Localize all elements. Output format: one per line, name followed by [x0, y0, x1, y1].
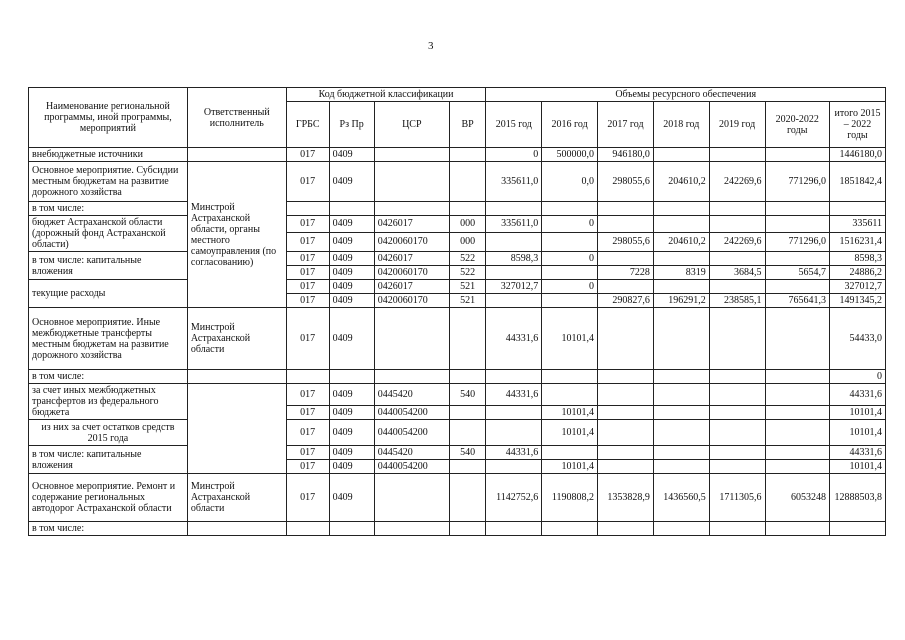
row-total: 10101,4: [829, 420, 885, 446]
row-2018: [653, 308, 709, 370]
row-total: 8598,3: [829, 252, 885, 266]
table-row: [29, 370, 886, 384]
table-row: [29, 162, 886, 202]
row-vr: 000: [449, 216, 486, 233]
row-2020-2022: 765641,3: [765, 294, 829, 308]
header-2019: 2019 год: [709, 102, 765, 148]
row-2015: 0: [486, 148, 542, 162]
table-row: [29, 202, 886, 216]
row-2018: [653, 216, 709, 233]
row-vr: [449, 420, 486, 446]
row-name: в том числе: капитальные вложения: [29, 446, 188, 474]
row-vr: [449, 162, 486, 202]
row-2019: [709, 216, 765, 233]
row-2020-2022: 771296,0: [765, 232, 829, 251]
row-name: Основное мероприятие. Ремонт и содержание региональных автодорог Астраханской области: [29, 474, 188, 522]
row-2019: [709, 280, 765, 294]
header-budget-code: Код бюджетной классификации: [286, 88, 486, 102]
header-2020-2022: 2020-2022 годы: [765, 102, 829, 148]
row-2017: [598, 252, 654, 266]
table-row: [29, 384, 886, 406]
row-vr: 521: [449, 294, 486, 308]
header-2016: 2016 год: [542, 102, 598, 148]
row-2018: [653, 280, 709, 294]
row-rzpr: 0409: [329, 266, 374, 280]
row-responsible: [187, 148, 286, 162]
row-csr: 0426017: [374, 216, 449, 233]
header-rzpr: Рз Пр: [329, 102, 374, 148]
row-grbs: 017: [286, 266, 329, 280]
row-name: в том числе: капитальные вложения: [29, 252, 188, 280]
row-grbs: 017: [286, 294, 329, 308]
responsible-block-3: Минстрой Астраханской области: [187, 474, 286, 522]
row-2015: [486, 294, 542, 308]
row-rzpr: 0409: [329, 406, 374, 420]
row-grbs: 017: [286, 216, 329, 233]
table-row: [29, 216, 886, 233]
row-2016: 0: [542, 280, 598, 294]
table-row: [29, 308, 886, 370]
row-csr: 0420060170: [374, 294, 449, 308]
row-grbs: 017: [286, 406, 329, 420]
row-csr: [374, 308, 449, 370]
table-row: [29, 474, 886, 522]
row-2018: 1436560,5: [653, 474, 709, 522]
row-2019: [709, 148, 765, 162]
row-2020-2022: 5654,7: [765, 266, 829, 280]
row-rzpr: 0409: [329, 162, 374, 202]
row-grbs: 017: [286, 446, 329, 460]
row-name: из них за счет остатков средств 2015 года: [29, 420, 188, 446]
header-grbs: ГРБС: [286, 102, 329, 148]
row-vr: 000: [449, 232, 486, 251]
row-2015: 8598,3: [486, 252, 542, 266]
row-csr: 0420060170: [374, 266, 449, 280]
resource-table: [28, 87, 886, 536]
responsible-block-2: Минстрой Астраханской области: [187, 308, 286, 370]
row-2015: [486, 406, 542, 420]
row-2015: [486, 232, 542, 251]
row-vr: 540: [449, 384, 486, 406]
row-2015: 327012,7: [486, 280, 542, 294]
table-row: [29, 522, 886, 536]
row-name: в том числе:: [29, 370, 188, 384]
row-2019: 1711305,6: [709, 474, 765, 522]
row-2019: 242269,6: [709, 162, 765, 202]
row-total: 12888503,8: [829, 474, 885, 522]
row-2019: 3684,5: [709, 266, 765, 280]
row-2017: 298055,6: [598, 232, 654, 251]
row-2016: 10101,4: [542, 308, 598, 370]
table-row: [29, 252, 886, 266]
row-grbs: 017: [286, 420, 329, 446]
row-2020-2022: [765, 280, 829, 294]
row-2020-2022: [765, 308, 829, 370]
row-total: 44331,6: [829, 384, 885, 406]
row-name: в том числе:: [29, 522, 188, 536]
row-2015: 335611,0: [486, 216, 542, 233]
row-grbs: 017: [286, 148, 329, 162]
row-vr: 521: [449, 280, 486, 294]
row-2018: 8319: [653, 266, 709, 280]
row-grbs: 017: [286, 384, 329, 406]
row-2016: 0: [542, 252, 598, 266]
row-2020-2022: 771296,0: [765, 162, 829, 202]
row-2015: [486, 420, 542, 446]
row-name: бюджет Астраханской области (дорожный фонд Астраханской области): [29, 216, 188, 252]
row-name: Основное мероприятие. Субсидии местным бюджетам на развитие дорожного хозяйства: [29, 162, 188, 202]
header-responsible: Ответственный исполнитель: [187, 88, 286, 148]
row-rzpr: 0409: [329, 232, 374, 251]
row-2018: 204610,2: [653, 162, 709, 202]
row-rzpr: 0409: [329, 446, 374, 460]
row-2015: 44331,6: [486, 446, 542, 460]
row-2017: [598, 280, 654, 294]
row-csr: [374, 148, 449, 162]
row-2017: 946180,0: [598, 148, 654, 162]
row-2020-2022: [765, 252, 829, 266]
row-name: внебюджетные источники: [29, 148, 188, 162]
row-2016: [542, 446, 598, 460]
row-grbs: 017: [286, 162, 329, 202]
row-name: текущие расходы: [29, 280, 188, 308]
row-2015: 44331,6: [486, 308, 542, 370]
row-name: в том числе:: [29, 202, 188, 216]
row-total: 1516231,4: [829, 232, 885, 251]
row-vr: 540: [449, 446, 486, 460]
row-total: 0: [829, 370, 885, 384]
row-total: 10101,4: [829, 460, 885, 474]
row-2016: [542, 232, 598, 251]
row-rzpr: 0409: [329, 460, 374, 474]
row-rzpr: 0409: [329, 280, 374, 294]
row-2020-2022: 6053248: [765, 474, 829, 522]
row-name: Основное мероприятие. Иные межбюджетные трансферты местным бюджетам на развитие дорожного хозяйства: [29, 308, 188, 370]
row-2016: 10101,4: [542, 460, 598, 474]
row-2017: 1353828,9: [598, 474, 654, 522]
header-2018: 2018 год: [653, 102, 709, 148]
row-csr: 0440054200: [374, 460, 449, 474]
row-2019: [709, 252, 765, 266]
row-total: 1446180,0: [829, 148, 885, 162]
header-csr: ЦСР: [374, 102, 449, 148]
row-vr: 522: [449, 266, 486, 280]
row-2015: [486, 460, 542, 474]
row-total: 1491345,2: [829, 294, 885, 308]
row-2019: [709, 308, 765, 370]
header-resource: Объемы ресурсного обеспечения: [486, 88, 886, 102]
responsible-block-1: Минстрой Астраханской области, органы местного самоуправления (по согласованию): [187, 162, 286, 308]
row-csr: 0426017: [374, 252, 449, 266]
row-2017: 7228: [598, 266, 654, 280]
row-2019: 242269,6: [709, 232, 765, 251]
row-2016: [542, 266, 598, 280]
row-2016: 500000,0: [542, 148, 598, 162]
table-row: [29, 280, 886, 294]
row-vr: [449, 148, 486, 162]
row-rzpr: 0409: [329, 474, 374, 522]
row-csr: 0440054200: [374, 406, 449, 420]
row-vr: [449, 406, 486, 420]
row-vr: [449, 460, 486, 474]
row-total: 335611: [829, 216, 885, 233]
row-rzpr: 0409: [329, 216, 374, 233]
table-row: [29, 446, 886, 460]
row-vr: 522: [449, 252, 486, 266]
header-2017: 2017 год: [598, 102, 654, 148]
row-total: 1851842,4: [829, 162, 885, 202]
row-rzpr: 0409: [329, 148, 374, 162]
row-total: 10101,4: [829, 406, 885, 420]
row-vr: [449, 308, 486, 370]
header-total: итого 2015 – 2022 годы: [829, 102, 885, 148]
row-2017: [598, 216, 654, 233]
row-rzpr: 0409: [329, 294, 374, 308]
row-rzpr: 0409: [329, 252, 374, 266]
row-2020-2022: [765, 216, 829, 233]
row-2015: 335611,0: [486, 162, 542, 202]
row-grbs: 017: [286, 252, 329, 266]
row-2015: [486, 266, 542, 280]
row-total: 24886,2: [829, 266, 885, 280]
row-2019: 238585,1: [709, 294, 765, 308]
row-2016: [542, 384, 598, 406]
row-grbs: 017: [286, 232, 329, 251]
row-2016: 10101,4: [542, 406, 598, 420]
responsible-empty: [187, 384, 286, 474]
header-vr: ВР: [449, 102, 486, 148]
row-2018: 196291,2: [653, 294, 709, 308]
row-name: за счет иных межбюджетных трансфертов из федерального бюджета: [29, 384, 188, 420]
row-grbs: 017: [286, 280, 329, 294]
row-csr: 0426017: [374, 280, 449, 294]
row-total: 44331,6: [829, 446, 885, 460]
row-csr: 0445420: [374, 384, 449, 406]
row-total: 54433,0: [829, 308, 885, 370]
row-2015: 44331,6: [486, 384, 542, 406]
row-vr: [449, 474, 486, 522]
row-2016: 10101,4: [542, 420, 598, 446]
row-2015: 1142752,6: [486, 474, 542, 522]
row-2016: [542, 294, 598, 308]
table-row: [29, 420, 886, 446]
row-csr: 0440054200: [374, 420, 449, 446]
row-grbs: 017: [286, 474, 329, 522]
table-row: [29, 148, 886, 162]
row-2016: 1190808,2: [542, 474, 598, 522]
page-number: 3: [428, 40, 434, 52]
row-grbs: 017: [286, 460, 329, 474]
row-csr: 0420060170: [374, 232, 449, 251]
row-total: 327012,7: [829, 280, 885, 294]
header-name: Наименование региональной программы, иной программы, мероприятий: [29, 88, 188, 148]
row-2018: [653, 252, 709, 266]
row-grbs: 017: [286, 308, 329, 370]
row-2017: [598, 308, 654, 370]
row-2016: 0,0: [542, 162, 598, 202]
row-2017: 298055,6: [598, 162, 654, 202]
row-rzpr: 0409: [329, 384, 374, 406]
row-csr: [374, 474, 449, 522]
header-2015: 2015 год: [486, 102, 542, 148]
row-rzpr: 0409: [329, 308, 374, 370]
row-2017: 290827,6: [598, 294, 654, 308]
row-rzpr: 0409: [329, 420, 374, 446]
row-2018: [653, 148, 709, 162]
row-csr: 0445420: [374, 446, 449, 460]
row-2016: 0: [542, 216, 598, 233]
row-2020-2022: [765, 148, 829, 162]
row-csr: [374, 162, 449, 202]
row-2018: 204610,2: [653, 232, 709, 251]
